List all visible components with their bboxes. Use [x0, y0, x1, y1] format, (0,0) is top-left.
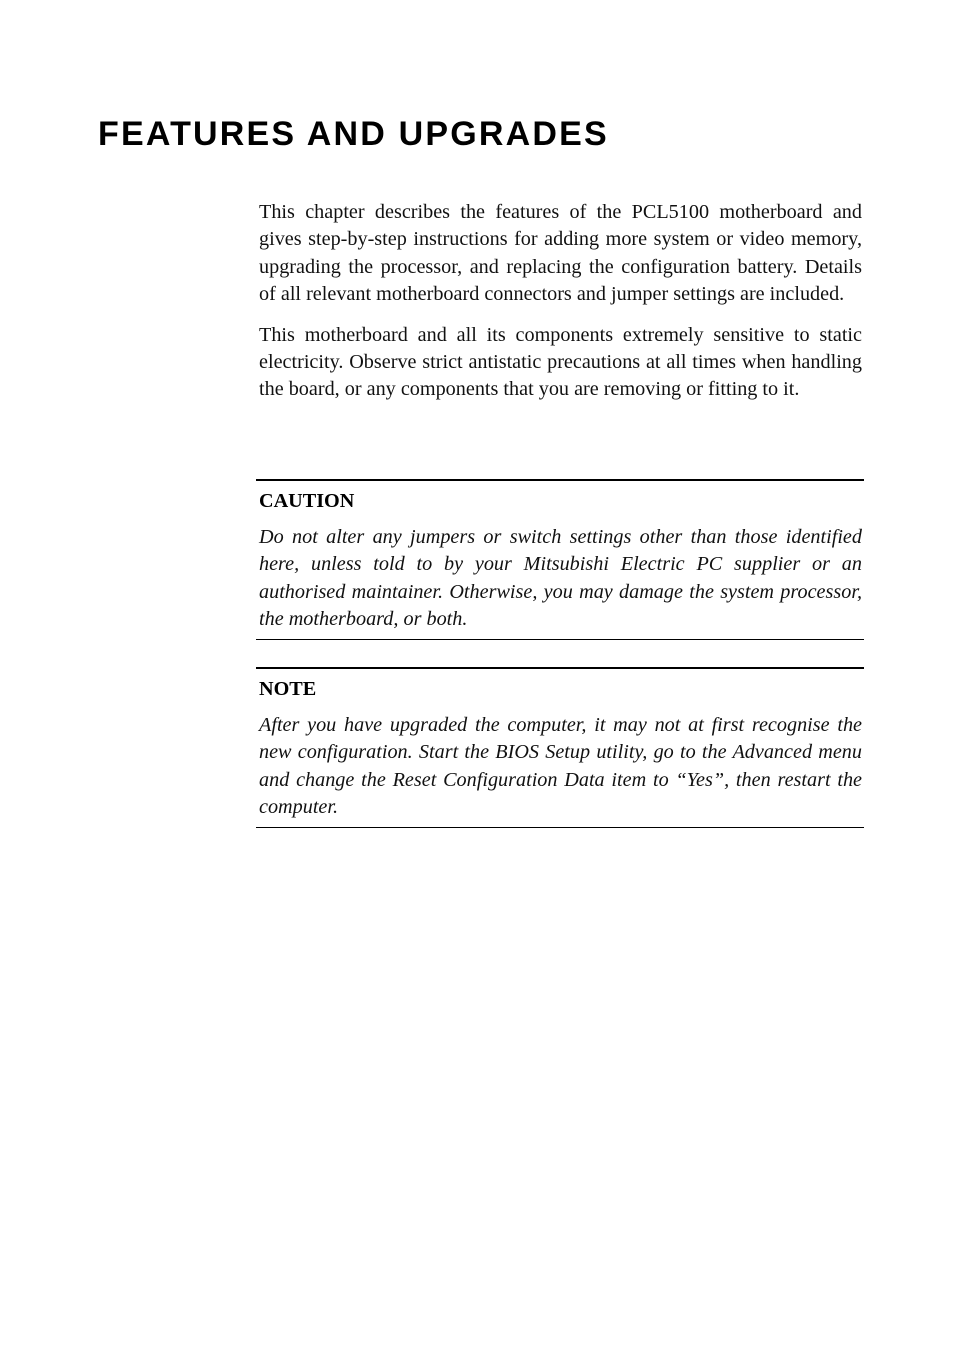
chapter-intro [259, 199, 862, 417]
antistatic-paragraph: This motherboard and all its components extremely sensitive to static electricity. Observe strict antistatic precautions at all times when handling the board, or any components that you are removing or fitting to it. [259, 323, 862, 401]
caution-heading: CAUTION [259, 490, 355, 512]
note-heading: NOTE [259, 678, 317, 700]
caution-text: Do not alter any jumpers or switch settings other than those identified here, unless told to by your Mitsubishi Electric PC supplier or an authorised maintainer. Otherwise, you may damage the system processor, the motherboard, or both. [259, 526, 862, 631]
caution-box [256, 479, 864, 640]
intro-paragraph: This chapter describes the features of the PCL5100 motherboard and gives step-by-step instructions for adding more system or video memory, upgrading the processor, and replacing the configuration battery. Details of all relevant motherboard connectors and jumper settings are included. [259, 201, 862, 306]
chapter-title: FEATURES AND UPGRADES [98, 115, 609, 153]
note-box [256, 667, 864, 828]
note-text: After you have upgraded the computer, it may not at first recognise the new configuration. Start the BIOS Setup utility, go to the Advanced menu and change the Reset Configuration Data item to “Yes”, then restart the computer. [259, 714, 862, 819]
